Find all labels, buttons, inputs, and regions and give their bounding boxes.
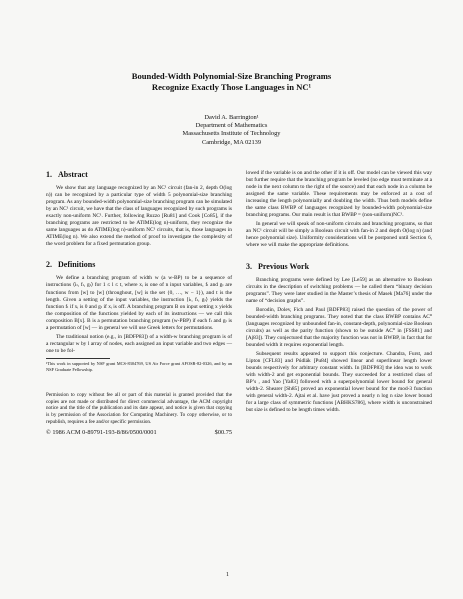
previous-work-paragraph-3: Subsequent results appeared to support this conjecture. Chandra, Furst, and Lipton [CFL83] and Púdlák [Pu84] showed linear and superlinear length lower bounds respectively for arbitrary constant width. In [BDFP83] the idea was to work with width-2 and get exponential bounds. They succeeded for a restricted class of BP’s , and Yao [Ya83] followed with a superpolynomial lower bound for general width-2. Shearer [Sh85] proved an exponential lower bound for the mod-3 function with general width-2. Ajtai et al. have just proved a nearly n log n size lower bound for a large class of symmetric functions [ABHKS786], where width is unconstrained but size is defined to be length times width.	[246, 350, 432, 414]
footnote: ¹This work in supported by NSF grant MCS-8304769, US Air Force grant AFOSR-82-0326, and by an NSF Graduate Fellowship.	[46, 360, 232, 372]
previous-work-paragraph-1: Branching programs were defined by Lee [Le59] as an alternative to Boolean circuits in the description of switching problems — he called them “binary decision programs”. They were later studied in the Master’s thesis of Masek [Ma76] under the name of “decision graphs”.	[246, 276, 432, 304]
copyright-price: $00.75	[214, 429, 232, 437]
section-title: Previous Work	[258, 261, 310, 271]
definitions-continued-paragraph: lowed if the variable is on and the other if it is off. Our model can be viewed this way but further require that the branching program be leveled (no edge must terminate at a node in the next column to the right of the source) and that each node in a column be assigned the same variable. These requirements may be enforced at a cost of increasing the length polynomially and doubling the width. Thus both models define the same class BWBP of languages recognized by bounded-width polynomial-size branching programs. Our main result is that BWBP = (non-uniform)NC¹.	[246, 170, 432, 219]
section-gap	[246, 252, 432, 262]
title-line-2: Recognize Exactly Those Languages in NC¹	[151, 82, 312, 92]
left-column	[46, 170, 232, 437]
definitions-uniformity-paragraph: In general we will speak of non-uniform circuits and branching programs, so that an NC¹ circuit will be simply a Boolean circuit with fan-in 2 and depth O(log n) (and hence polynomial size). Uniformity considerations will be postponed until Section 6, where we will make the appropriate definitions.	[246, 221, 432, 249]
footnote-rule	[46, 358, 110, 359]
abstract-paragraph: We show that any language recognized by an NC¹ circuit (fan-in 2, depth O(log n)) can be recognized by a particular type of width 5 polynomial-size branching program. As any bounded-width polynomial-size branching program can be simulated by an NC¹ circuit, we have that the class of languages recognized by such programs is exactly non-uniform NC¹. Further, following Ruzzo [Ru81] and Cook [Co85], if the branching programs are restricted to be ATIME(log n)-uniform, they recognize the same languages as do ATIME(log n)-uniform NC¹ circuits, that is, those languages in ATIME(log n). We also extend the method of proof to investigate the complexity of the word problem for a fixed permutation group.	[46, 185, 232, 248]
section-number: 3.	[246, 261, 252, 271]
title-line-1: Bounded-Width Polynomial-Size Branching Programs	[131, 71, 332, 81]
author-name: David A. Barrington¹	[204, 114, 259, 121]
copyright-text: © 1986 ACM 0-89791-193-8/86/0500/0001	[46, 429, 157, 437]
paper-title	[60, 71, 403, 93]
right-column	[246, 170, 432, 416]
section-heading-abstract	[46, 170, 232, 179]
definitions-paragraph-1: We define a branching program of width w (a w-BP) to be a sequence of instructions ⟨iₗ, fₗ, gₗ⟩ for 1 ≤ l ≤ t, where xᵢ is one of n input variables, fₗ and gₗ are functions from [w] to [w] (throughout, [w] is the set {0, …, w − 1}), and t is the length. Given a setting of the input variables, the instruction ⟨iₗ, fₗ, gₗ⟩ yields the function fₗ if xᵢ is 0 and gₗ if xᵢ is off. A branching program B on input setting x yields the composition of the functions yielded by each of its instructions — we call this composition B[x]. B is a permutation branching program (w-PBP) if each fₗ and gₗ is a permutation of [w] — in general we will use Greek letters for permutations.	[46, 275, 232, 331]
section-number: 1.	[46, 170, 52, 179]
section-heading-definitions	[46, 260, 232, 269]
page-number: 1	[226, 572, 229, 578]
author-block	[140, 114, 323, 147]
section-number: 2.	[46, 260, 52, 270]
copyright-line	[46, 429, 232, 437]
section-title: Definitions	[58, 260, 96, 270]
previous-work-paragraph-2: Borodin, Dolev, Fich and Paul [BDFP83] raised the question of the power of bounded-width branching programs. They noted that the class BWBP contains AC⁰ (languages recognized by unbounded fan-in, constant-depth, polynomial-size Boolean circuits) as well as the parity function (shown to be outside AC⁰ in [FSS81] and [Aj83]). They conjectured that the majority function was not in BWBP, in fact that for bounded width it requires exponential length.	[246, 306, 432, 348]
section-gap	[46, 250, 232, 260]
section-heading-previous-work	[246, 262, 432, 271]
section-title: Abstract	[58, 170, 88, 179]
author-institution: Massachusetts Institute of Technology	[182, 130, 281, 138]
permission-notice: Permission to copy without fee all or part of this material is granted provided that the copies are not made or distributed for direct commercial advantage, the ACM copyright notice and the title of the publication and its date appear, and notice is given that copying is by permission of the Association for Computing Machinery. To copy otherwise, or to republish, requires a fee and/or specific permission.	[46, 392, 232, 425]
author-address: Cambridge, MA 02139	[201, 138, 262, 146]
definitions-paragraph-2: The traditional notion (e.g., in [BDFP83]) of a width-w branching program is of a rectangular w by l array of nodes, each assigned an input variable and two edges — one to be fol-	[46, 333, 232, 354]
author-department: Department of Mathematics	[195, 122, 268, 130]
